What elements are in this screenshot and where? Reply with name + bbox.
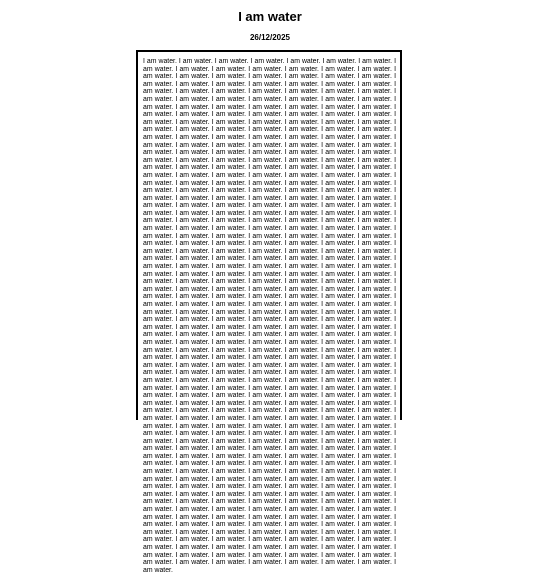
page-title: I am water — [238, 9, 302, 24]
body-text: I am water. I am water. I am water. I am water. I am water. I am water. I am water. I am water. I am water. I am water. I am water. I am water. I am water. I am water. I am water. I am water. I am water. I am water. I am water. I am water. I am water. I am water. I am water. I am water. I am water. I am water. I am water. I am water. I am water. I am water. I am water. I am water. I am water. I am water. I am water. I am water. I am water. I am water. I am water. I am water. I am water. I am water. I am water. I am water. I am water. I am water. I am water. I am water. I am water. I am water. I am water. I am water. I am water. I am water. I am water. I am water. I am water. I am water. I am water. I am water. I am water. I am water. I am water. I am water. I am water. I am water. I am water. I am water. I am water. I am water. I am water. I am water. I am water. I am water. I am water. I am water. I am water. I am water. I am water. I am water. I am water. I am water. I am water. I am water. I am water. I am water. I am water. I am water. I am water. I am water. I am water. I am water. I am water. I am water. I am water. I am water. I am water. I am water. I am water. I am water. I am water. I am water. I am water. I am water. I am water. I am water. I am water. I am water. I am water. I am water. I am water. I am water. I am water. I am water. I am water. I am water. I am water. I am water. I am water. I am water. I am water. I am water. I am water. I am water. I am water. I am water. I am water. I am water. I am water. I am water. I am water. I am water. I am water. I am water. I am water. I am water. I am water. I am water. I am water. I am water. I am water. I am water. I am water. I am water. I am water. I am water. I am water. I am water. I am water. I am water. I am water. I am water. I am water. I am water. I am water. I am water. I am water. I am water. I am water. I am water. I am water. I am water. I am water. I am water. I am water. I am water. I am water. I am water. I am water. I am water. I am water. I am water. I am water. I am water. I am water. I am water. I am water. I am water. I am water. I am water. I am water. I am water. I am water. I am water. I am water. I am water. I am water. I am water. I am water. I am water. I am water. I am water. I am water. I am water. I am water. I am water. I am water. I am water. I am water. I am water. I am water. I am water. I am water. I am water. I am water. I am water. I am water. I am water. I am water. I am water. I am water. I am water. I am water. I am water. I am water. I am water. I am water. I am water. I am water. I am water. I am water. I am water. I am water. I am water. I am water. I am water. I am water. I am water. I am water. I am water. I am water. I am water. I am water. I am water. I am water. I am water. I am water. I am water. I am water. I am water. I am water. I am water. I am water. I am water. I am water. I am water. I am water. I am water. I am water. I am water. I am water. I am water. I am water. I am water. I am water. I am water. I am water. I am water. I am water. I am water. I am water. I am water. I am water. I am water. I am water. I am water. I am water. I am water. I am water. I am water. I am water. I am water. I am water. I am water. I am water. I am water. I am water. I am water. I am water. I am water. I am water. I am water. I am water. I am water. I am water. I am water. I am water. I am water. I am water. I am water. I am water. I am water. I am water. I am water. I am water. I am water. I am water. I am water. I am water. I am water. I am water. I am water. I am water. I am water. I am water. I am water. I am water. I am water. I am water. I am water. I am water. I am water. I am water. I am water. I am water. I am water. I am water. I am water. I am water. I am water. I am water. I am water. I am water. I am water. I am water. I am water. I am water. I am water. I am water. I am water. I am water. I am water. I am water. I am water. I am water. I am water. I am water. I am water. I am water. I am water. I am water. I am water. I am water. I am water. I am water. I am water. I am water. I am water. I am water. I am water. I am water. I am water. I am water. I am water. I am water. I am water. I am water. I am water. I am water. I am water. I am water. I am water. I am water. I am water. I am water. I am water. I am water. I am water. I am water. I am water. I am water. I am water. I am water. I am water. I am water. I am water. I am water. I am water. I am water. I am water. I am water. I am water. I am water. I am water. I am water. I am water. I am water. I am water. I am water. I am water. I am water. I am water. I am water. I am water. I am water. I am water. I am water. I am water. I am water. I am water. I am water. I am water. I am water. I am water. I am water. I am water. I am water. I am water. I am water. I am water. I am water. I am water. I am water. I am water. I am water. I am water. I am water. I am water. I am water. I am water. I am water. I am water. I am water. I am water. I am water. I am water. I am water. I am water. I am water. I am water. I am water. I am water. I am water. I am water. I am water. I am water. I am water. I am water. I am water. I am water. I am water. I am water. I am water. I am water. I am water. I am water. I am water. I am water. I am water. I am water. I am water. I am water. I am water. I am water. I am water. I am water. I am water. I am water. I am water. I am water. I am water. I am water. I am water. I am water. I am water. I am water. I am water. I am water. I am water. I am water. — [143, 58, 396, 574]
text-box — [136, 50, 402, 574]
page-date: 26/12/2025 — [249, 33, 291, 42]
